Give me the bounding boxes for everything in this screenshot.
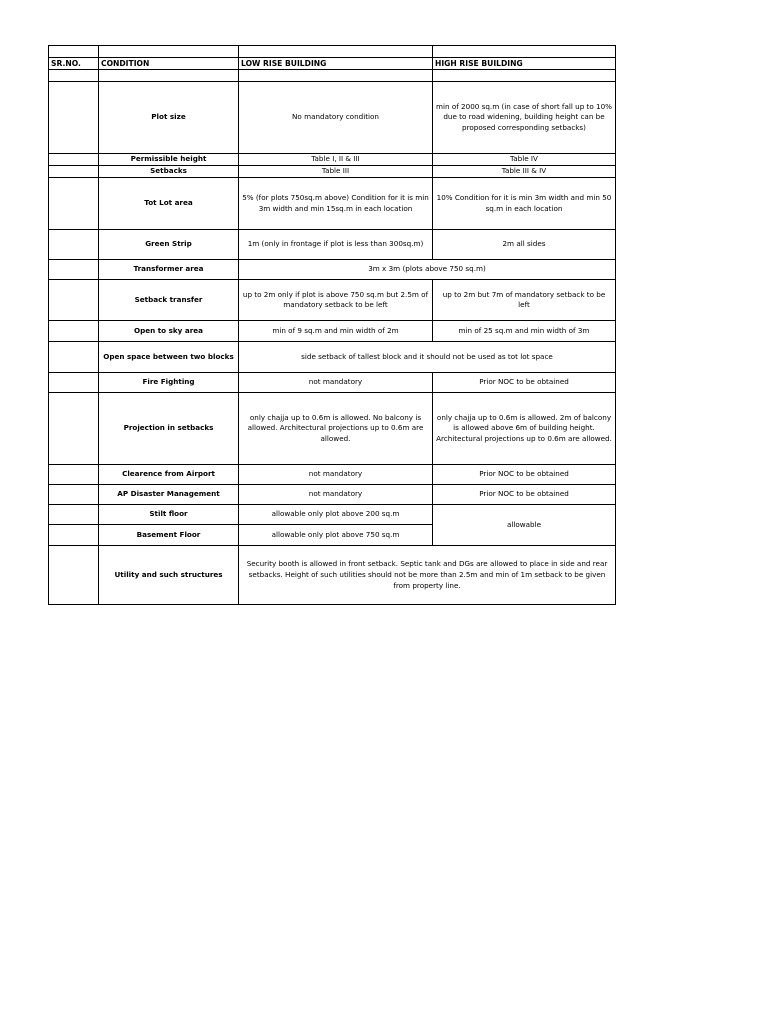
condition-cell: Basement Floor bbox=[99, 525, 239, 546]
high-rise-cell: 2m all sides bbox=[433, 230, 616, 260]
row-open-sky bbox=[49, 321, 616, 342]
condition-cell: Setbacks bbox=[99, 166, 239, 178]
condition-cell: Projection in setbacks bbox=[99, 393, 239, 465]
low-rise-cell: min of 9 sq.m and min width of 2m bbox=[239, 321, 433, 342]
high-rise-cell: Table IV bbox=[433, 154, 616, 166]
low-rise-cell: not mandatory bbox=[239, 465, 433, 485]
high-rise-cell: 10% Condition for it is min 3m width and min 50 sq.m in each location bbox=[433, 178, 616, 230]
low-rise-cell: up to 2m only if plot is above 750 sq.m but 2.5m of mandatory setback to be left bbox=[239, 280, 433, 321]
condition-cell: AP Disaster Management bbox=[99, 485, 239, 505]
high-rise-cell: only chajja up to 0.6m is allowed. 2m of balcony is allowed above 6m of building height. Architectural projections up to 0.6m are allowed. bbox=[433, 393, 616, 465]
low-rise-cell: No mandatory condition bbox=[239, 82, 433, 154]
low-rise-cell: 5% (for plots 750sq.m above) Condition for it is min 3m width and min 15sq.m in each location bbox=[239, 178, 433, 230]
row-setback-transfer bbox=[49, 280, 616, 321]
low-rise-cell: not mandatory bbox=[239, 373, 433, 393]
high-rise-cell: Prior NOC to be obtained bbox=[433, 465, 616, 485]
high-rise-cell: Prior NOC to be obtained bbox=[433, 485, 616, 505]
condition-cell: Permissible height bbox=[99, 154, 239, 166]
high-rise-cell: Table III & IV bbox=[433, 166, 616, 178]
condition-cell: Utility and such structures bbox=[99, 546, 239, 605]
row-open-space bbox=[49, 342, 616, 373]
high-rise-cell: up to 2m but 7m of mandatory setback to be left bbox=[433, 280, 616, 321]
row-plot-size bbox=[49, 82, 616, 154]
header-low-rise: LOW RISE BUILDING bbox=[239, 58, 433, 70]
high-rise-cell: Prior NOC to be obtained bbox=[433, 373, 616, 393]
row-transformer bbox=[49, 260, 616, 280]
condition-cell: Stilt floor bbox=[99, 505, 239, 525]
merged-cell: Security booth is allowed in front setback. Septic tank and DGs are allowed to place in side and rear setbacks. Height of such utilities should not be more than 2.5m and min of 1m setback to be given from property line. bbox=[239, 546, 616, 605]
merged-cell: side setback of tallest block and it should not be used as tot lot space bbox=[239, 342, 616, 373]
row-tot-lot bbox=[49, 178, 616, 230]
row-disaster bbox=[49, 485, 616, 505]
row-stilt bbox=[49, 505, 616, 525]
row-setbacks bbox=[49, 166, 616, 178]
condition-cell: Open to sky area bbox=[99, 321, 239, 342]
condition-cell: Transformer area bbox=[99, 260, 239, 280]
condition-cell: Tot Lot area bbox=[99, 178, 239, 230]
merged-cell: 3m x 3m (plots above 750 sq.m) bbox=[239, 260, 616, 280]
low-rise-cell: not mandatory bbox=[239, 485, 433, 505]
header-srno: SR.NO. bbox=[49, 58, 99, 70]
condition-cell: Clearence from Airport bbox=[99, 465, 239, 485]
row-projection bbox=[49, 393, 616, 465]
row-green-strip bbox=[49, 230, 616, 260]
row-utility bbox=[49, 546, 616, 605]
condition-cell: Green Strip bbox=[99, 230, 239, 260]
condition-cell: Setback transfer bbox=[99, 280, 239, 321]
row-airport bbox=[49, 465, 616, 485]
low-rise-cell: Table III bbox=[239, 166, 433, 178]
row-fire-fighting bbox=[49, 373, 616, 393]
header-high-rise: HIGH RISE BUILDING bbox=[433, 58, 616, 70]
blank-row bbox=[49, 70, 616, 82]
high-rise-merged-cell: allowable bbox=[433, 505, 616, 546]
condition-cell: Fire Fighting bbox=[99, 373, 239, 393]
header-row bbox=[49, 58, 616, 70]
blank-row bbox=[49, 46, 616, 58]
high-rise-cell: min of 2000 sq.m (in case of short fall up to 10% due to road widening, building height can be proposed corresponding setbacks) bbox=[433, 82, 616, 154]
high-rise-cell: min of 25 sq.m and min width of 3m bbox=[433, 321, 616, 342]
low-rise-cell: Table I, II & III bbox=[239, 154, 433, 166]
row-permissible-height bbox=[49, 154, 616, 166]
condition-cell: Open space between two blocks bbox=[99, 342, 239, 373]
regulations-table bbox=[48, 45, 616, 605]
condition-cell: Plot size bbox=[99, 82, 239, 154]
low-rise-cell: allowable only plot above 200 sq.m bbox=[239, 505, 433, 525]
low-rise-cell: allowable only plot above 750 sq.m bbox=[239, 525, 433, 546]
low-rise-cell: only chajja up to 0.6m is allowed. No balcony is allowed. Architectural projections up to 0.6m are allowed. bbox=[239, 393, 433, 465]
header-condition: CONDITION bbox=[99, 58, 239, 70]
low-rise-cell: 1m (only in frontage if plot is less than 300sq.m) bbox=[239, 230, 433, 260]
